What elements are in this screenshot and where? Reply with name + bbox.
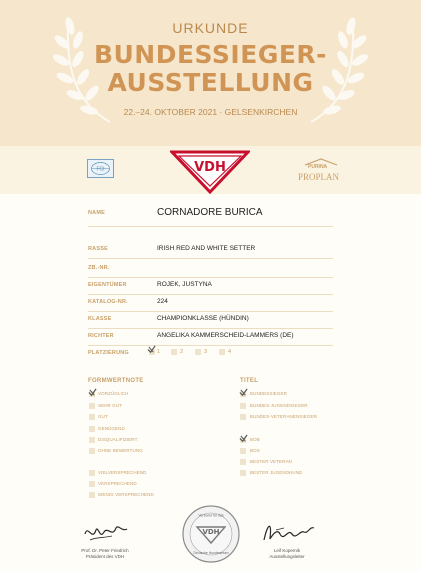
signature-left-icon [82,520,130,546]
titel-label-bob: BOB [250,437,260,442]
signature-right-name: Leif Kopernik [273,548,301,553]
placement-box-2[interactable] [171,349,177,355]
seal-bottom-text: Deutsche Hundewesen [193,551,229,555]
signature-left-name: Prof. Dr. Peter Friedrich [81,548,129,553]
label-platzierung: PLATZIERUNG [88,350,129,356]
divider [88,311,333,312]
vdh-seal-icon [181,504,241,564]
proplan-text: PROPLAN [298,172,340,182]
bob-check-icon [239,434,248,443]
formwert-box-genuegend[interactable] [89,426,95,432]
titel-heading: TITEL [240,378,259,384]
placement-num-3: 3 [204,349,208,355]
event-date-location: 22.–24. OKTOBER 2021 · GELSENKIRCHEN [123,107,298,117]
title-line-1: BUNDESSIEGER- [93,40,328,69]
placement-box-4[interactable] [219,349,225,355]
title-line-2: AUSSTELLUNG [107,68,314,97]
label-katalog-nr: KATALOG-NR. [88,299,128,305]
formwertnote-heading: FORMWERTNOTE [88,378,144,384]
divider [88,294,333,295]
titel-box-bundes-jugendsieger[interactable] [240,403,246,409]
value-name: CORNADORE BURICA [157,207,263,218]
formwert-label-genuegend: GENÜGEND [98,426,125,431]
divider [88,328,333,329]
fci-logo-text: FCI [96,166,105,173]
formwert-label-vielversprechend: VIELVERSPRECHEND [98,470,147,475]
formwert-box-disqualifiziert[interactable] [89,437,95,443]
value-richter: ANGELIKA KAMMERSCHEID-LAMMERS (DE) [157,332,294,339]
formwert-label-ohne-bewertung: OHNE BEWERTUNG [98,448,143,453]
placement-num-1: 1 [157,349,161,355]
label-zb-nr: ZB.-NR. [88,265,110,271]
titel-label-bos: BOS [250,448,260,453]
label-klasse: KLASSE [88,316,112,322]
label-name: NAME [88,210,105,216]
formwert-label-disqualifiziert: DISQUALIFIZIERT [98,437,138,442]
divider [88,345,333,346]
value-rasse: IRISH RED AND WHITE SETTER [157,245,256,252]
formwert-label-gut: GUT [98,414,108,419]
label-richter: RICHTER [88,333,114,339]
formwert-label-versprechend: VERSPRECHEND [98,481,137,486]
signature-right-role: Ausstellungsleiter [269,554,305,559]
placement-1-check-icon [147,345,156,354]
seal-top-text: Verband für das [198,513,224,518]
divider [88,277,333,278]
formwert-label-sehr-gut: SEHR GUT [98,403,123,408]
signature-left-role: Präsident des VDH [85,554,125,559]
titel-label-bundessieger: BUNDESSIEGER [250,391,287,396]
certificate-kicker: URKUNDE [172,20,249,36]
titel-label-bester-veteran: BESTER VETERAN [250,459,292,464]
value-eigentuemer: ROJEK, JUSTYNA [157,281,212,288]
purina-proplan-logo [296,158,346,188]
fci-logo-icon [87,159,114,178]
formwert-box-sehr-gut[interactable] [89,403,95,409]
titel-label-bundes-jugendsieger: BUNDES-JUGENDSIEGER [250,403,308,408]
value-katalog-nr: 224 [157,298,168,305]
titel-box-bester-jugendhund[interactable] [240,470,246,476]
label-eigentuemer: EIGENTÜMER [88,282,127,288]
vorzueglich-check-icon [88,388,97,397]
formwert-box-ohne-bewertung[interactable] [89,448,95,454]
placement-num-2: 2 [180,349,184,355]
titel-box-bos[interactable] [240,448,246,454]
vdh-logo-text: VDH [194,160,226,175]
divider [88,226,333,227]
placement-box-3[interactable] [195,349,201,355]
titel-label-bundes-veteranensieger: BUNDES-VETERANENSIEGER [250,414,317,419]
signature-right-icon [258,518,318,546]
formwert-box-wenig-versprechend[interactable] [89,492,95,498]
label-rasse: RASSE [88,246,108,252]
divider [88,258,333,259]
purina-text: PURINA [308,164,328,170]
vdh-logo-icon [170,150,250,194]
formwert-box-versprechend[interactable] [89,481,95,487]
placement-num-4: 4 [228,349,232,355]
titel-label-bester-jugendhund: BESTER JUGENDHUND [250,470,303,475]
seal-center-text: VDH [202,528,220,536]
bundessieger-check-icon [239,388,248,397]
formwert-box-gut[interactable] [89,414,95,420]
formwert-box-vielversprechend[interactable] [89,470,95,476]
titel-box-bundes-veteranensieger[interactable] [240,414,246,420]
value-klasse: CHAMPIONKLASSE (HÜNDIN) [157,315,249,322]
formwert-label-vorzueglich: VORZÜGLICH [98,391,129,396]
titel-box-bester-veteran[interactable] [240,459,246,465]
formwert-label-wenig-versprechend: WENIG VERSPRECHEND [98,492,154,497]
